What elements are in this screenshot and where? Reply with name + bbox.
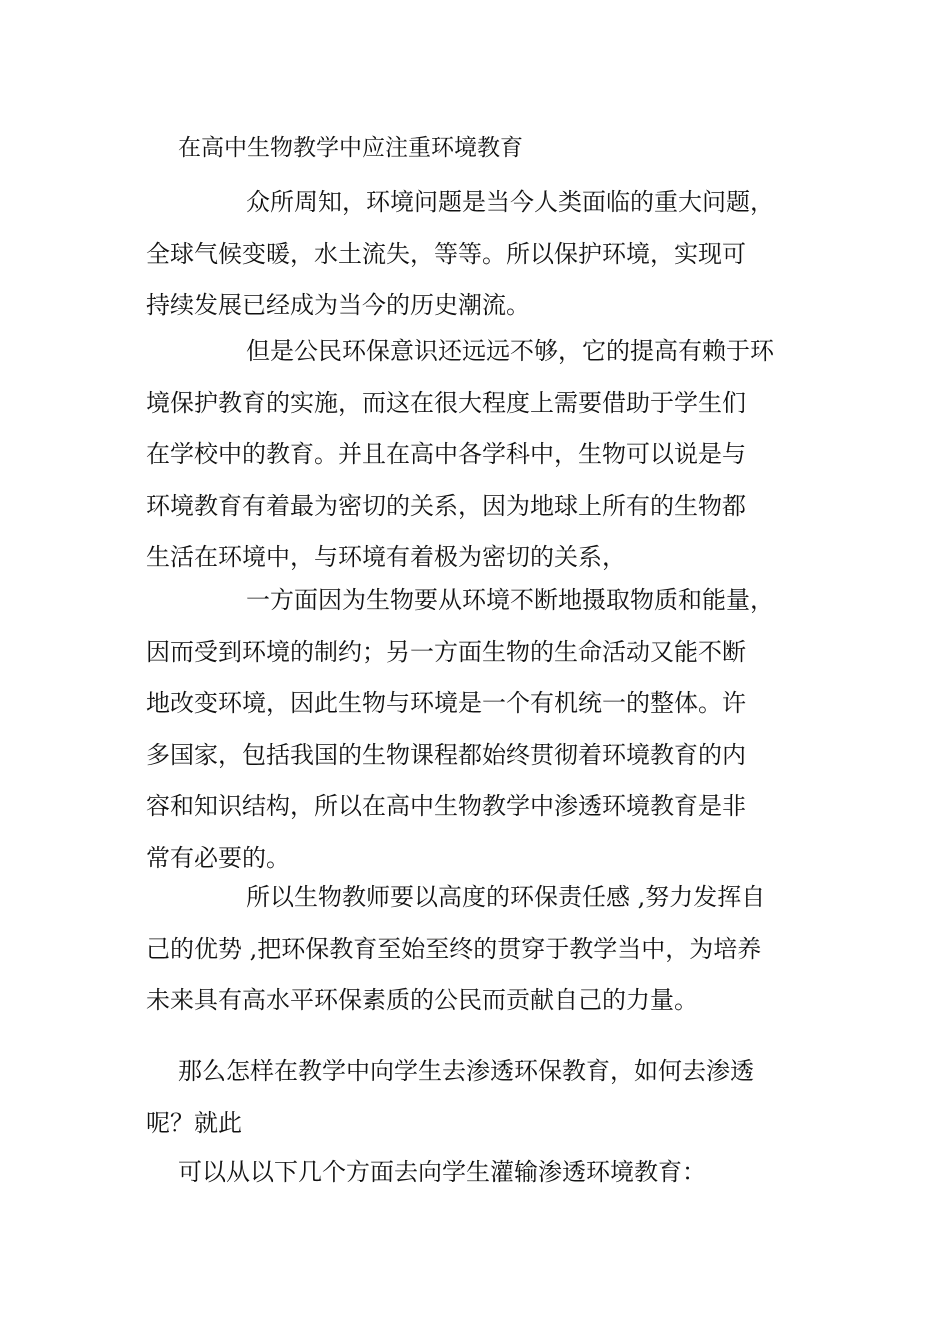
text-line: 未来具有高水平环保素质的公民而贡献自己的力量。 bbox=[146, 986, 698, 1014]
paragraph-6 bbox=[146, 1147, 811, 1199]
text-line: 境保护教育的实施，而这在很大程度上需要借助于学生们 bbox=[146, 388, 746, 417]
document-title: 在高中生物教学中应注重环境教育 bbox=[178, 135, 523, 161]
paragraph-1 bbox=[146, 177, 811, 332]
text-line: 一方面因为生物要从环境不断地摄取物质和能量， bbox=[246, 586, 774, 614]
text-line: 在学校中的教育。并且在高中各学科中，生物可以说是与 bbox=[146, 440, 746, 468]
paragraph-2 bbox=[146, 326, 811, 584]
text-line: 多国家，包括我国的生物课程都始终贯彻着环境教育的内 bbox=[146, 740, 746, 769]
paragraph-3 bbox=[146, 575, 811, 884]
paragraph-4 bbox=[146, 872, 811, 1027]
text-line: 所以生物教师要以高度的环保责任感 ,努力发挥自 bbox=[246, 883, 766, 911]
text-line: 但是公民环保意识还远远不够，它的提高有赖于环 bbox=[246, 337, 774, 365]
text-line: 常有必要的。 bbox=[146, 843, 290, 872]
text-line: 环境教育有着最为密切的关系，因为地球上所有的生物都 bbox=[146, 491, 746, 520]
text-line: 持续发展已经成为当今的历史潮流。 bbox=[146, 291, 530, 319]
text-line: 呢？就此 bbox=[146, 1108, 242, 1137]
text-line: 容和知识结构，所以在高中生物教学中渗透环境教育是非 bbox=[146, 792, 746, 820]
text-line: 因而受到环境的制约；另一方面生物的生命活动又能不断 bbox=[146, 637, 746, 666]
text-line: 生活在环境中，与环境有着极为密切的关系， bbox=[146, 543, 626, 571]
text-line: 可以从以下几个方面去向学生灌输渗透环境教育： bbox=[178, 1158, 706, 1186]
text-line: 全球气候变暖，水土流失，等等。所以保护环境，实现可 bbox=[146, 239, 746, 268]
paragraph-5 bbox=[146, 1046, 811, 1149]
text-line: 地改变环境，因此生物与环境是一个有机统一的整体。许 bbox=[146, 689, 746, 717]
text-line: 众所周知，环境问题是当今人类面临的重大问题， bbox=[246, 188, 774, 216]
text-line: 己的优势 ,把环保教育至始至终的贯穿于教学当中，为培养 bbox=[146, 934, 762, 963]
text-line: 那么怎样在教学中向学生去渗透环保教育，如何去渗透 bbox=[178, 1057, 754, 1085]
